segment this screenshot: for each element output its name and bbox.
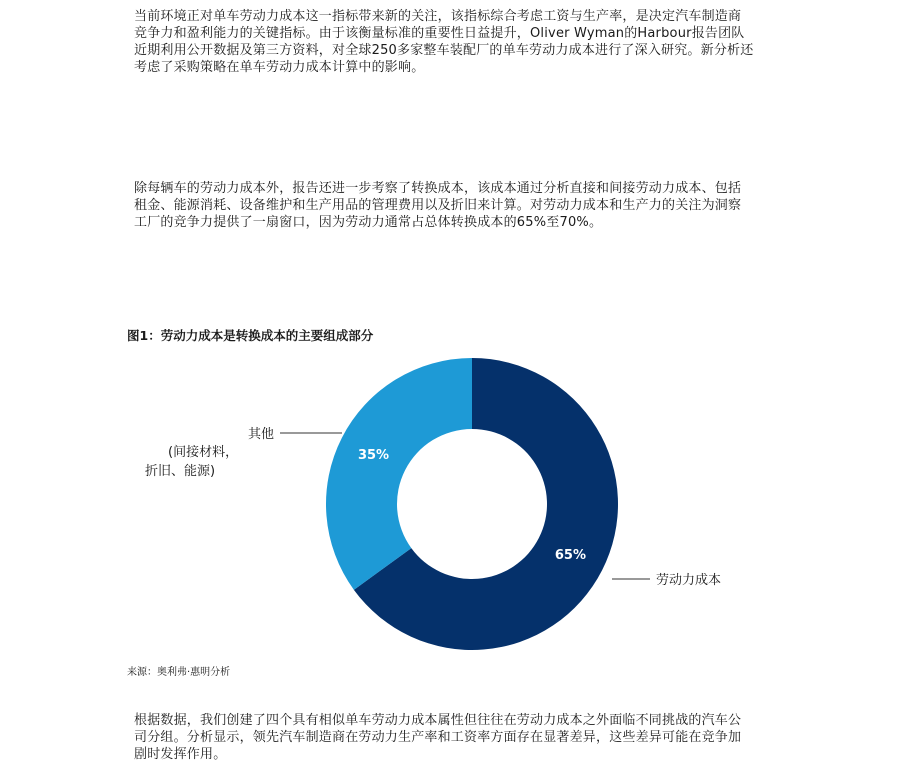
label-labor-cost: 劳动力成本 [656,573,722,588]
slice-other [326,358,472,590]
intro-paragraph: 当前环境正对单车劳动力成本这一指标带来新的关注，该指标综合考虑工资与生产率，是决定汽车制造商竞争力和盈利能力的关键指标。由于该衡量标准的重要性日益提升，Oliver Wyman的Harbour报告团队近期利用公开数据及第三方资料，对全球250多家整车装配厂的单车劳动力成本进行了深入研究。新分析还考虑了采购策略在单车劳动力成本计算中的影响。 [134,9,754,75]
label-other-detail: (间接材料， [168,445,239,460]
conversion-cost-paragraph: 除每辆车的劳动力成本外，报告还进一步考察了转换成本，该成本通过分析直接和间接劳动力成本、包括租金、能源消耗、设备维护和生产用品的管理费用以及折旧来计算。对劳动力成本和生产力的关注为洞察工厂的竞争力提供了一扇窗口，因为劳动力通常占总体转换成本的65%至70%。 [134,181,742,230]
label-other-detail: 折旧、能源) [145,464,216,479]
data-label-other: 35% [357,447,390,463]
findings-paragraph: 根据数据，我们创建了四个具有相似单车劳动力成本属性但往往在劳动力成本之外面临不同挑战的汽车公司分组。分析显示，领先汽车制造商在劳动力生产率和工资率方面存在显著差异，这些差异可能在竞争加剧时发挥作用。 [134,713,742,762]
data-label-labor-cost: 65% [554,548,587,564]
figure-source: 来源：奥利弗·惠明分析 [127,667,231,678]
label-other: 其他 [247,427,274,442]
figure-title: 图1：劳动力成本是转换成本的主要组成部分 [127,328,374,343]
